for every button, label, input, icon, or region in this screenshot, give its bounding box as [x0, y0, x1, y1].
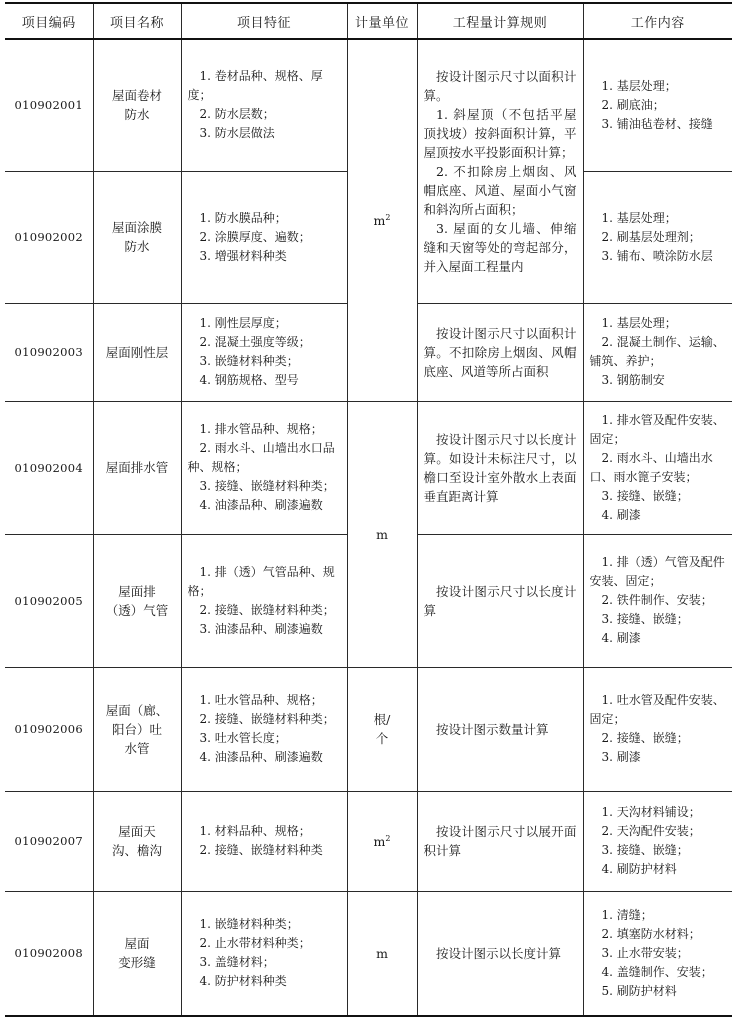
- item-features: [181, 891, 347, 1016]
- feature-line: 2. 雨水斗、山墙出水口品种、规格；: [187, 441, 335, 474]
- work-line: 2. 刷基层处理剂；: [601, 229, 701, 244]
- feature-line: 1. 吐水管品种、规格；: [199, 693, 323, 707]
- item-features: [181, 303, 347, 401]
- feature-line: 1. 嵌缝材料种类；: [199, 917, 299, 932]
- table-row: [5, 667, 732, 791]
- feature-line: 3. 增强材料种类: [199, 248, 287, 263]
- item-code: 010902004: [5, 401, 93, 534]
- work-line: 1. 基层处理；: [601, 210, 677, 225]
- work-line: 1. 排（透）气管及配件安装、固定；: [589, 555, 725, 588]
- item-name-line: 屋面（廊、: [105, 702, 169, 718]
- work-line: 4. 刷漆: [601, 507, 641, 522]
- feature-line: 3. 吐水管长度；: [199, 731, 287, 745]
- item-features: [181, 534, 347, 667]
- work-line: 2. 天沟配件安装；: [601, 824, 701, 838]
- item-name: [93, 667, 181, 791]
- unit-cell: [347, 667, 417, 791]
- item-name: [93, 534, 181, 667]
- work-line: 1. 基层处理；: [601, 316, 677, 330]
- item-name-line: 屋面刚性层: [105, 344, 169, 360]
- item-name-line: 水管: [124, 740, 150, 756]
- item-features: [181, 667, 347, 791]
- work-line: 2. 铁件制作、安装；: [601, 593, 713, 607]
- work-line: 3. 刷漆: [601, 750, 641, 764]
- feature-line: 2. 接缝、嵌缝材料种类；: [199, 712, 335, 726]
- work-line: 2. 雨水斗、山墙出水口、雨水篦子安装；: [589, 450, 713, 484]
- feature-line: 4. 油漆品种、刷漆遍数: [199, 750, 323, 764]
- work-line: 2. 填塞防水材料；: [601, 926, 701, 941]
- item-name-line: 屋面天: [118, 824, 156, 839]
- unit-cell: [347, 891, 417, 1016]
- rule-line: 按设计图示尺寸以面积计算。: [423, 68, 577, 103]
- item-work: [583, 171, 732, 303]
- feature-line: 3. 接缝、嵌缝材料种类；: [199, 479, 335, 493]
- feature-line: 1. 材料品种、规格；: [199, 824, 311, 838]
- table-row: [5, 401, 732, 534]
- work-line: 3. 铺布、喷涂防水层: [601, 248, 713, 263]
- rule-line: 1. 斜屋顶（不包括平屋顶找坡）按斜面积计算，平屋顶按水平投影面积计算；: [423, 106, 577, 160]
- feature-line: 4. 油漆品种、刷漆遍数: [199, 498, 323, 512]
- unit-superscript: 2: [385, 212, 391, 222]
- unit-text: m: [373, 212, 386, 228]
- unit-text: m: [376, 526, 388, 542]
- work-line: 4. 刷漆: [601, 631, 641, 645]
- header-features: 项目特征: [181, 3, 347, 39]
- feature-line: 2. 防水层数；: [199, 107, 275, 122]
- feature-line: 2. 接缝、嵌缝材料种类；: [199, 602, 335, 617]
- header-work: 工作内容: [583, 3, 732, 39]
- rule-cell: [417, 891, 583, 1016]
- item-work: [583, 534, 732, 667]
- work-line: 4. 刷防护材料: [601, 862, 677, 876]
- item-features: [181, 401, 347, 534]
- feature-line: 2. 混凝土强度等级；: [199, 335, 311, 349]
- feature-line: 3. 盖缝材料；: [199, 955, 275, 970]
- feature-line: 3. 嵌缝材料种类；: [199, 354, 299, 368]
- item-name: [93, 891, 181, 1016]
- unit-text: 个: [375, 731, 389, 746]
- rule-cell: [417, 534, 583, 667]
- feature-line: 2. 止水带材料种类；: [199, 936, 311, 951]
- rule-cell: [417, 303, 583, 401]
- table-row: [5, 891, 732, 1016]
- item-name-line: 防水: [124, 107, 150, 123]
- header-code: 项目编码: [5, 3, 93, 39]
- item-name: [93, 791, 181, 891]
- item-name-line: 屋面: [124, 936, 150, 952]
- item-features: [181, 791, 347, 891]
- bill-of-quantities-table: [5, 2, 732, 1017]
- feature-line: 4. 钢筋规格、型号: [199, 373, 299, 387]
- feature-line: 3. 防水层做法: [199, 126, 275, 141]
- feature-line: 1. 排水管品种、规格；: [199, 422, 323, 436]
- work-line: 3. 铺油毡卷材、接缝: [601, 116, 713, 131]
- item-name-line: 屋面排: [118, 583, 156, 599]
- header-rule: 工程量计算规则: [417, 3, 583, 39]
- work-line: 3. 接缝、嵌缝；: [601, 843, 689, 857]
- rule-line: 按设计图示数量计算: [436, 721, 549, 737]
- item-code: 010902007: [5, 791, 93, 891]
- header-row: [5, 3, 732, 39]
- item-work: [583, 303, 732, 401]
- feature-line: 3. 油漆品种、刷漆遍数: [199, 621, 323, 636]
- item-name-line: 阳台）吐: [111, 721, 162, 737]
- item-code: 010902006: [5, 667, 93, 791]
- unit-text: 根/: [373, 712, 391, 727]
- header-unit: 计量单位: [347, 3, 417, 39]
- rule-line: 按设计图示尺寸以长度计算: [423, 583, 577, 618]
- item-features: [181, 39, 347, 171]
- item-name-line: 变形缝: [118, 955, 156, 971]
- work-line: 2. 刷底油；: [601, 97, 665, 112]
- item-name-line: 屋面卷材: [111, 88, 162, 104]
- feature-line: 1. 卷材品种、规格、厚度；: [187, 69, 323, 103]
- rule-line: 3. 屋面的女儿墙、伸缩缝和天窗等处的弯起部分，并入屋面工程量内: [423, 220, 577, 274]
- item-name: [93, 171, 181, 303]
- work-line: 3. 接缝、嵌缝；: [601, 612, 689, 626]
- work-line: 1. 天沟材料铺设；: [601, 805, 701, 819]
- unit-cell: [347, 39, 417, 401]
- unit-superscript: 2: [385, 833, 391, 843]
- item-work: [583, 401, 732, 534]
- item-name-line: （透）气管: [105, 602, 169, 618]
- work-line: 3. 钢筋制安: [601, 373, 665, 387]
- item-name: [93, 39, 181, 171]
- feature-line: 1. 排（透）气管品种、规格；: [187, 564, 335, 598]
- work-line: 3. 接缝、嵌缝；: [601, 488, 689, 503]
- header-name: 项目名称: [93, 3, 181, 39]
- table-row: [5, 39, 732, 171]
- item-code: 010902008: [5, 891, 93, 1016]
- work-line: 3. 止水带安装；: [601, 945, 689, 960]
- item-work: [583, 39, 732, 171]
- item-name-line: 沟、檐沟: [111, 843, 162, 858]
- table-row: [5, 791, 732, 891]
- rule-cell: [417, 667, 583, 791]
- item-name-line: 屋面排水管: [105, 460, 169, 475]
- work-line: 2. 接缝、嵌缝；: [601, 731, 689, 745]
- unit-cell: [347, 401, 417, 667]
- item-code: 010902002: [5, 171, 93, 303]
- rule-cell: [417, 791, 583, 891]
- unit-text: m: [376, 945, 388, 961]
- work-line: 2. 混凝土制作、运输、铺筑、养护；: [589, 335, 725, 368]
- rule-line: 按设计图示尺寸以面积计算。不扣除房上烟囱、风帽底座、风道等所占面积: [423, 325, 577, 379]
- feature-line: 1. 刚性层厚度；: [199, 316, 287, 330]
- rule-line: 2. 不扣除房上烟囱、风帽底座、风道、屋面小气窗和斜沟所占面积；: [423, 163, 577, 217]
- work-line: 1. 排水管及配件安装、固定；: [589, 412, 725, 446]
- item-work: [583, 667, 732, 791]
- work-line: 1. 清缝；: [601, 907, 653, 922]
- work-line: 1. 基层处理；: [601, 78, 677, 93]
- item-name-line: 屋面涂膜: [111, 220, 162, 235]
- item-name: [93, 401, 181, 534]
- rule-line: 按设计图示尺寸以长度计算。如设计未标注尺寸，以檐口至设计室外散水上表面垂直距离计算: [423, 431, 577, 504]
- rule-line: 按设计图示以长度计算: [436, 945, 562, 961]
- work-line: 4. 盖缝制作、安装；: [601, 964, 713, 979]
- item-name: [93, 303, 181, 401]
- rule-cell: [417, 39, 583, 303]
- rule-cell: [417, 401, 583, 534]
- feature-line: 2. 涂膜厚度、遍数；: [199, 229, 311, 244]
- feature-line: 4. 防护材料种类: [199, 974, 287, 989]
- feature-line: 1. 防水膜品种；: [199, 210, 287, 225]
- item-name-line: 防水: [124, 239, 150, 254]
- item-code: 010902003: [5, 303, 93, 401]
- item-code: 010902001: [5, 39, 93, 171]
- item-work: [583, 791, 732, 891]
- item-work: [583, 891, 732, 1016]
- rule-line: 按设计图示尺寸以展开面积计算: [423, 824, 577, 858]
- work-line: 5. 刷防护材料: [601, 983, 677, 998]
- unit-text: m: [373, 833, 386, 849]
- work-line: 1. 吐水管及配件安装、固定；: [589, 693, 725, 726]
- unit-cell: [347, 791, 417, 891]
- item-features: [181, 171, 347, 303]
- item-code: 010902005: [5, 534, 93, 667]
- feature-line: 2. 接缝、嵌缝材料种类: [199, 843, 323, 857]
